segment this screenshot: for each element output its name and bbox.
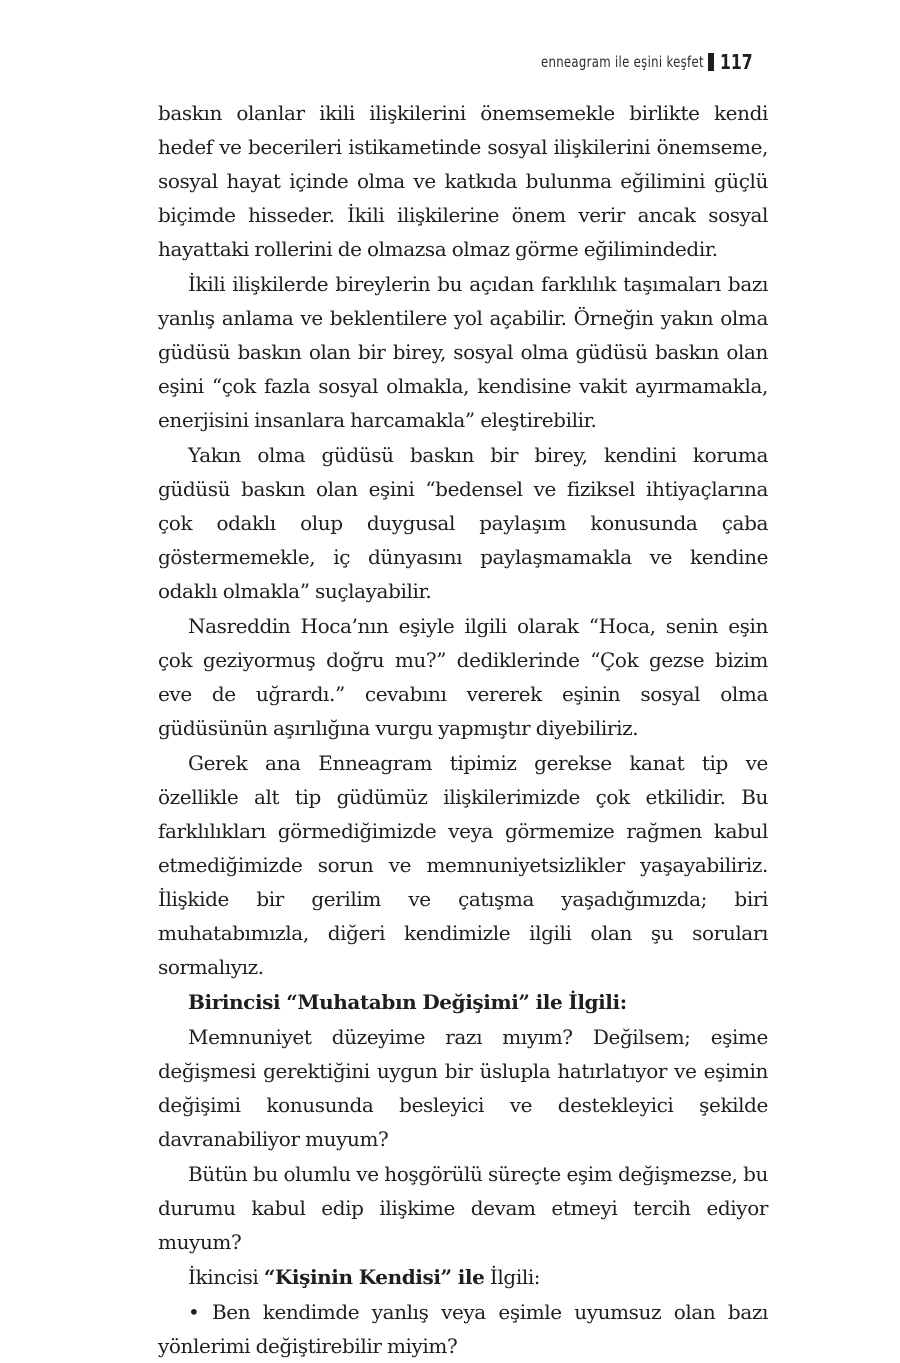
section-heading-second xyxy=(158,1260,768,1294)
body-text xyxy=(158,96,768,1363)
header-bar-mark xyxy=(708,53,714,71)
paragraph: Yakın olma güdüsü baskın bir birey, kendini koruma güdüsü baskın olan eşini “bedensel ve fiziksel ihtiyaçlarına çok odaklı olup duygusal paylaşım konusunda çaba göstermemekle, iç dünyasını paylaşmamakla ve kendine odaklı olmakla” suçlayabilir. xyxy=(158,443,768,603)
section-heading-first: Birincisi “Muhatabın Değişimi” ile İlgili: xyxy=(188,990,627,1014)
heading-suffix: İlgili: xyxy=(489,1265,541,1289)
heading-bold-part: “Kişinin Kendisi” ile xyxy=(263,1265,485,1289)
paragraph-continued: baskın olanlar ikili ilişkilerini önemsemekle birlikte kendi hedef ve becerileri istikametinde sosyal ilişkilerini önemseme, sosyal hayat içinde olma ve katkıda bulunma eğilimini güçlü biçimde hisseder. İkili ilişkilerine önem verir ancak sosyal hayattaki rollerini de olmazsa olmaz görme eğilimindedir. xyxy=(158,101,768,261)
running-title: enneagram ile eşini keşfet xyxy=(541,53,705,71)
paragraph: Gerek ana Enneagram tipimiz gerekse kanat tip ve özellikle alt tip güdümüz ilişkilerimizde çok etkilidir. Bu farklılıkları görmediğimizde veya görmemize rağmen kabul etmediğimizde sorun ve memnuniyetsizlikler yaşayabiliriz. İlişkide bir gerilim ve çatışma yaşadığımızda; biri muhatabımızla, diğeri kendimizle ilgili olan şu soruları sormalıyız. xyxy=(158,751,768,979)
paragraph: Bütün bu olumlu ve hoşgörülü süreçte eşim değişmezse, bu durumu kabul edip ilişkime devam etmeyi tercih ediyor muyum? xyxy=(158,1162,768,1254)
page-header xyxy=(495,50,762,74)
page-number: 117 xyxy=(720,50,753,74)
paragraph: İkili ilişkilerde bireylerin bu açıdan farklılık taşımaları bazı yanlış anlama ve beklentilere yol açabilir. Örneğin yakın olma güdüsü baskın olan bir birey, sosyal olma güdüsü baskın olan eşini “çok fazla sosyal olmakla, kendisine vakit ayırmamakla, enerjisini insanlara harcamakla” eleştirebilir. xyxy=(158,272,768,432)
bullet-item: • Ben kendimde yanlış veya eşimle uyumsuz olan bazı yönlerimi değiştirebilir miyim? xyxy=(158,1300,768,1358)
paragraph: Memnuniyet düzeyime razı mıyım? Değilsem; eşime değişmesi gerektiğini uygun bir üslupla hatırlatıyor ve eşimin değişimi konusunda besleyici ve destekleyici şekilde davranabiliyor muyum? xyxy=(158,1025,768,1151)
paragraph: Nasreddin Hoca’nın eşiyle ilgili olarak “Hoca, senin eşin çok geziyormuş doğru mu?” dediklerinde “Çok gezse bizim eve de uğrardı.” cevabını vererek eşinin sosyal olma güdüsünün aşırılığına vurgu yapmıştır diyebiliriz. xyxy=(158,614,768,740)
heading-prefix: İkincisi xyxy=(188,1265,259,1289)
